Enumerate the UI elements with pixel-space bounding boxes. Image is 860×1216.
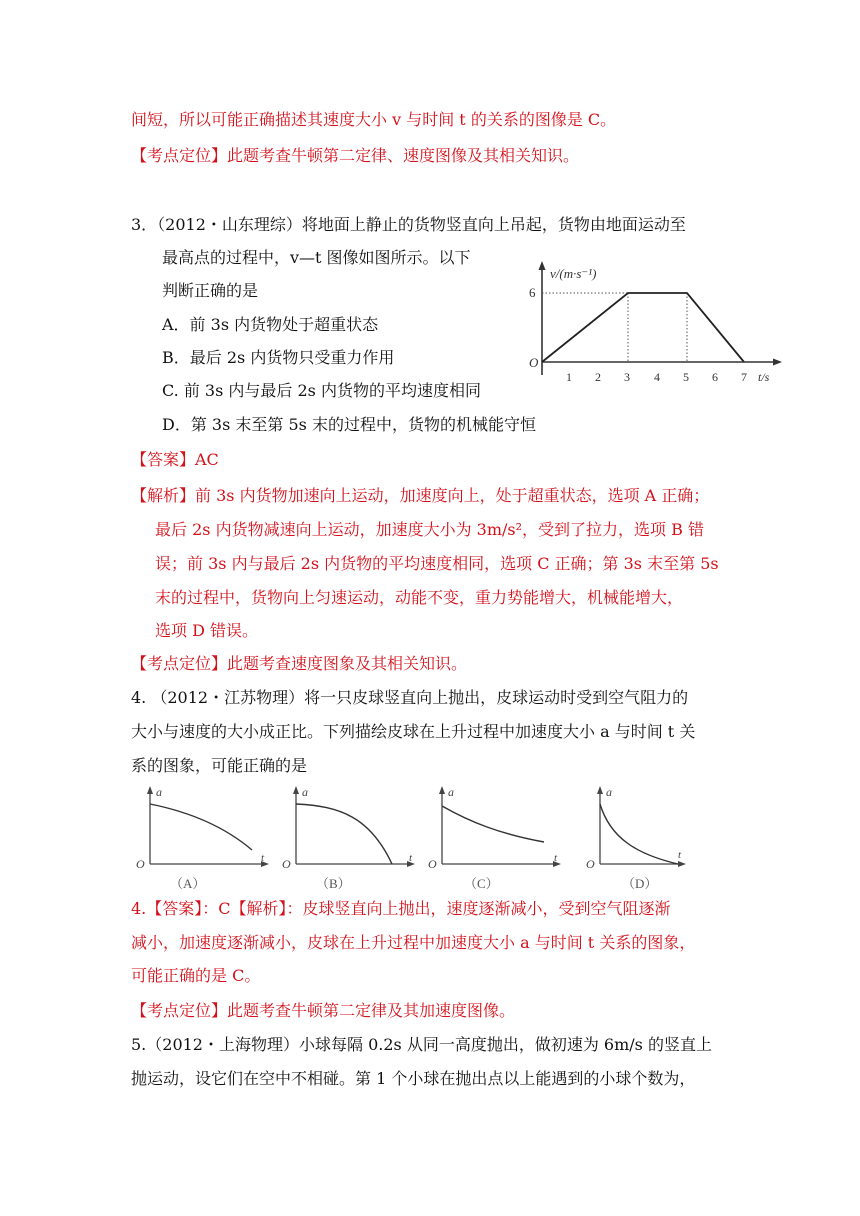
acceleration-graphs <box>130 782 690 894</box>
option-b: B．最后 2s 内货物只受重力作用 <box>162 348 395 367</box>
curve-b <box>296 804 392 864</box>
curve-d <box>600 804 678 864</box>
question-4-stem-2: 大小与速度的大小成正比。下列描绘皮球在上升过程中加速度大小 a 与时间 t 关 <box>131 722 696 741</box>
x-tick-label: 3 <box>624 370 630 384</box>
answer-4-line: 4.【答案】：C【解析】：皮球竖直向上抛出，速度逐渐减小，受到空气阻逐渐 <box>131 899 671 918</box>
origin-label: O <box>586 857 595 871</box>
explanation-3-line: 【解析】前 3s 内货物加速向上运动，加速度向上，处于超重状态，选项 A 正确； <box>131 486 710 505</box>
origin-label: O <box>529 355 539 370</box>
label-b: （B） <box>316 876 351 891</box>
label-c: （C） <box>464 876 499 891</box>
x-tick-label: 1 <box>566 370 572 384</box>
question-3-stem: 3．（2012・山东理综）将地面上静止的货物竖直向上吊起，货物由地面运动至 <box>131 215 686 234</box>
option-d: D．第 3s 末至第 5s 末的过程中，货物的机械能守恒 <box>162 415 536 434</box>
answer-4-line: 减小，加速度逐渐减小，皮球在上升过程中加速度大小 a 与时间 t 关系的图象， <box>131 933 696 952</box>
exam-point-3: 【考点定位】此题考查速度图象及其相关知识。 <box>131 654 468 673</box>
graph-b <box>282 785 415 891</box>
axis-t-label: t <box>678 849 682 861</box>
velocity-line <box>542 293 744 362</box>
question-4-stem-3: 系的图象，可能正确的是 <box>131 756 308 775</box>
curve-c <box>442 806 544 842</box>
exam-point-label: 【考点定位】此题考查牛顿第二定律、速度图像及其相关知识。 <box>131 146 580 165</box>
explanation-3-line: 最后 2s 内货物减速向上运动，加速度大小为 3m/s²，受到了拉力，选项 B 错 <box>155 520 704 539</box>
x-axis-label: t/s <box>758 370 770 384</box>
origin-label: O <box>136 857 145 871</box>
y-axis-arrow <box>539 261 546 270</box>
explanation-3-line: 选项 D 错误。 <box>155 621 259 640</box>
exam-point-4: 【考点定位】此题考查牛顿第二定律及其加速度图像。 <box>131 1001 516 1020</box>
explanation-3-line: 误；前 3s 内与最后 2s 内货物的平均速度相同，选项 C 正确；第 3s 末至第 5s <box>155 554 719 573</box>
question-5-stem-2: 抛运动，设它们在空中不相碰。第 1 个小球在抛出点以上能遇到的小球个数为， <box>131 1069 696 1088</box>
origin-label: O <box>428 857 437 871</box>
option-a: A．前 3s 内货物处于超重状态 <box>162 315 379 334</box>
question-3-stem-3: 判断正确的是 <box>162 281 259 300</box>
graph-c <box>428 785 561 891</box>
label-d: （D） <box>622 876 658 891</box>
graph-d <box>586 785 686 891</box>
question-4-stem: 4. （2012・江苏物理）将一只皮球竖直向上抛出，皮球运动时受到空气阻力的 <box>131 688 689 707</box>
y-axis-label: v/(m·s⁻¹) <box>550 266 597 281</box>
axis-a-label: a <box>302 785 308 799</box>
option-c: C. 前 3s 内与最后 2s 内货物的平均速度相同 <box>162 381 481 400</box>
text-line: 间短，所以可能正确描述其速度大小 v 与时间 t 的关系的图像是 C。 <box>131 110 617 129</box>
axis-a-label: a <box>448 785 454 799</box>
axis-a-label: a <box>156 785 162 799</box>
x-tick-label: 6 <box>712 370 718 384</box>
origin-label: O <box>282 857 291 871</box>
question-5-stem: 5.（2012・上海物理）小球每隔 0.2s 从同一高度抛出，做初速为 6m/s 的竖直上 <box>131 1035 712 1054</box>
curve-a <box>150 804 252 850</box>
x-axis-arrow <box>773 359 782 366</box>
x-ticks <box>566 370 747 384</box>
graph-a <box>136 785 269 891</box>
x-tick-label: 7 <box>741 370 747 384</box>
x-tick-label: 4 <box>654 370 660 384</box>
axis-t-label: t <box>554 852 558 864</box>
y-tick-label: 6 <box>529 285 536 300</box>
answer-3: 【答案】AC <box>131 450 219 469</box>
answer-4-line: 可能正确的是 C。 <box>131 966 261 985</box>
label-a: （A） <box>170 876 206 891</box>
axis-t-label: t <box>409 852 413 864</box>
axis-t-label: t <box>261 852 265 864</box>
vt-graph <box>530 255 790 385</box>
x-tick-label: 2 <box>595 370 601 384</box>
question-3-stem-2: 最高点的过程中，v—t 图像如图所示。以下 <box>162 248 471 267</box>
explanation-3-line: 末的过程中，货物向上匀速运动，动能不变，重力势能增大，机械能增大， <box>155 588 684 607</box>
axis-a-label: a <box>606 785 612 799</box>
x-tick-label: 5 <box>683 370 689 384</box>
